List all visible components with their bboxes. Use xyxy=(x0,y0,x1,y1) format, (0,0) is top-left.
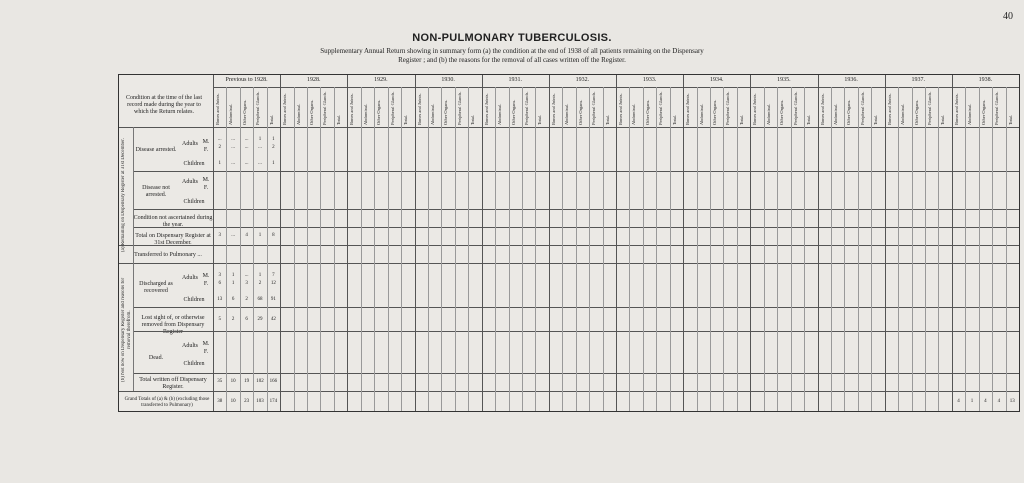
column-header: Peripheral Glands. xyxy=(994,91,1000,125)
label-discharged: Discharged as recovered xyxy=(139,281,173,294)
year-divider xyxy=(280,75,281,411)
year-header: 1931. xyxy=(508,77,522,83)
table-cell: ... xyxy=(231,137,235,142)
column-header: Peripheral Glands. xyxy=(322,91,328,125)
year-header: 1936. xyxy=(844,77,858,83)
column-divider xyxy=(240,87,241,411)
column-divider xyxy=(307,87,308,411)
column-header: Other Organs. xyxy=(846,99,852,125)
label-children-4: Children xyxy=(183,361,205,367)
grand-total-cell: 1 xyxy=(970,399,974,404)
table-cell: 1 xyxy=(231,273,235,278)
table-cell: 19 xyxy=(244,379,250,384)
column-header: Total. xyxy=(470,114,476,125)
column-header: Bones and Joints. xyxy=(483,93,489,125)
column-header: Peripheral Glands. xyxy=(456,91,462,125)
table-cell: ... xyxy=(258,145,262,150)
table-cell: 6 xyxy=(231,297,235,302)
table-cell: 35 xyxy=(217,379,223,384)
column-header: Abdominal. xyxy=(295,103,301,125)
column-divider xyxy=(441,87,442,411)
table-cell: ... xyxy=(231,233,235,238)
subtitle-line-2: Register ; and (b) the reasons for the removal of all cases written off the Register. xyxy=(398,56,626,64)
column-divider xyxy=(522,87,523,411)
label-adults-3: Adults xyxy=(181,275,198,281)
table-cell: 3 xyxy=(218,273,221,278)
table-cell: 12 xyxy=(270,281,276,286)
table-cell: 2 xyxy=(272,145,275,150)
column-header: Other Organs. xyxy=(376,99,382,125)
table-cell: ... xyxy=(231,145,235,150)
table-cell: 1 xyxy=(258,273,262,278)
column-divider xyxy=(670,87,671,411)
label-m-3: M. xyxy=(202,273,210,279)
table-cell: 1 xyxy=(231,281,235,286)
table-cell: 2 xyxy=(245,297,248,302)
label-m-4: M. xyxy=(202,341,210,347)
grand-total-cell: 38 xyxy=(217,399,223,404)
column-header: Abdominal. xyxy=(967,103,973,125)
column-divider xyxy=(401,87,402,411)
table-cell: 7 xyxy=(272,273,275,278)
page-title: NON-PULMONARY TUBERCULOSIS. xyxy=(412,32,612,44)
column-header: Total. xyxy=(335,114,341,125)
column-divider xyxy=(898,87,899,411)
column-divider xyxy=(468,87,469,411)
label-condition-not-ascertained: Condition not ascertained during the year. xyxy=(133,215,213,228)
year-header: 1932. xyxy=(575,77,590,83)
column-header: Peripheral Glands. xyxy=(591,91,597,125)
table-cell: ... xyxy=(217,137,222,142)
grand-total-cell: 174 xyxy=(269,399,278,404)
table-cell: 1 xyxy=(258,137,262,142)
column-header: Bones and Joints. xyxy=(953,93,959,125)
table-cell: ... xyxy=(244,161,249,166)
label-dead: Dead. xyxy=(148,355,164,361)
year-header: 1938. xyxy=(978,77,993,83)
column-header: Total. xyxy=(671,114,677,125)
column-header: Total. xyxy=(268,114,274,125)
return-table xyxy=(118,74,1020,412)
column-header: Peripheral Glands. xyxy=(725,91,731,125)
label-adults-4: Adults xyxy=(181,343,198,349)
column-divider xyxy=(992,87,993,411)
year-divider xyxy=(213,75,214,411)
label-children-3: Children xyxy=(183,297,205,303)
label-m-2: M. xyxy=(202,177,210,183)
year-header: 1929. xyxy=(374,77,388,83)
column-header: Abdominal. xyxy=(429,103,435,125)
column-divider xyxy=(804,87,805,411)
column-divider xyxy=(925,87,926,411)
label-total-written-off: Total written off Dispensary Register. xyxy=(139,377,207,390)
column-divider xyxy=(603,87,604,411)
year-divider xyxy=(482,75,483,411)
label-m-1: M. xyxy=(202,139,210,145)
subtitle-line-1: Supplementary Annual Return showing in summary form (a) the condition at the end of 1938 of all patients remaining on the Dispensary xyxy=(320,47,704,55)
column-header: Other Organs. xyxy=(644,99,650,125)
label-f-4: F. xyxy=(203,349,209,355)
column-divider xyxy=(710,87,711,411)
section-a-label: (a) Remaining on Dispensary Register at 31st December. xyxy=(121,138,126,252)
column-divider xyxy=(361,87,362,411)
year-header: 1930. xyxy=(441,77,455,83)
year-divider xyxy=(415,75,416,411)
label-disease-arrested: Disease arrested. xyxy=(135,147,177,153)
column-divider xyxy=(643,87,644,411)
column-header: Other Organs. xyxy=(712,99,718,125)
label-f-1: F. xyxy=(203,147,209,153)
column-header: Bones and Joints. xyxy=(886,93,892,125)
column-divider xyxy=(535,87,536,411)
column-divider xyxy=(912,87,913,411)
table-cell: 2 xyxy=(258,281,262,286)
label-f-2: F. xyxy=(203,185,209,191)
label-total-on-register: Total on Dispensary Register at 31st December. xyxy=(135,233,211,246)
section-b-label: (b) Not now on Dispensary Register and reasons for removal therefrom. xyxy=(121,277,132,383)
column-divider xyxy=(455,87,456,411)
column-divider xyxy=(791,87,792,411)
year-divider xyxy=(616,75,617,411)
table-cell: 102 xyxy=(256,379,264,384)
column-divider xyxy=(334,87,335,411)
label-adults-2: Adults xyxy=(181,179,198,185)
table-cell: 3 xyxy=(245,281,248,286)
table-cell: 6 xyxy=(245,317,248,322)
column-header: Total. xyxy=(738,114,744,125)
table-cell: 2 xyxy=(231,317,235,322)
column-header: Peripheral Glands. xyxy=(389,91,395,125)
column-divider xyxy=(388,87,389,411)
column-divider xyxy=(777,87,778,411)
column-divider xyxy=(737,87,738,411)
table-cell: 29 xyxy=(257,317,263,322)
column-header: Bones and Joints. xyxy=(282,93,288,125)
label-children-1: Children xyxy=(183,161,205,167)
table-cell: 91 xyxy=(270,297,276,302)
column-header: Total. xyxy=(1007,114,1013,125)
column-header: Bones and Joints. xyxy=(349,93,355,125)
table-cell: 2 xyxy=(218,145,221,150)
label-disease-not-arrested: Disease not arrested. xyxy=(142,185,170,198)
table-cell: ... xyxy=(231,161,235,166)
column-divider xyxy=(576,87,577,411)
column-divider xyxy=(495,87,496,411)
column-header: Total. xyxy=(537,114,543,125)
column-header: Peripheral Glands. xyxy=(658,91,664,125)
table-cell: 1 xyxy=(218,161,221,166)
column-divider xyxy=(374,87,375,411)
year-divider xyxy=(549,75,550,411)
column-header: Other Organs. xyxy=(779,99,785,125)
column-divider xyxy=(320,87,321,411)
table-cell: 166 xyxy=(269,379,278,384)
year-divider xyxy=(683,75,684,411)
column-header: Peripheral Glands. xyxy=(859,91,865,125)
label-lost-sight: Lost sight of, or otherwise removed from Dispensary Register xyxy=(141,315,205,335)
year-divider xyxy=(885,75,886,411)
table-cell: 8 xyxy=(272,233,275,238)
year-header: Previous to 1928. xyxy=(225,77,268,83)
column-header: Peripheral Glands. xyxy=(255,91,261,125)
column-header: Bones and Joints. xyxy=(618,93,623,125)
column-divider xyxy=(965,87,966,411)
grand-total-cell: 103 xyxy=(256,399,264,404)
column-divider xyxy=(509,87,510,411)
year-header: 1933. xyxy=(642,77,657,83)
column-header: Total. xyxy=(873,114,879,125)
year-divider xyxy=(952,75,953,411)
grand-total-cell: 10 xyxy=(230,399,236,404)
table-cell: 1 xyxy=(258,233,262,238)
column-divider xyxy=(871,87,872,411)
column-divider xyxy=(979,87,980,411)
table-cell: 4 xyxy=(245,233,248,238)
label-grand-totals: Grand Totals of (a) & (b) (excluding those transferred to Pulmonary) xyxy=(124,397,210,408)
column-divider xyxy=(844,87,845,411)
column-header: Total. xyxy=(604,114,610,125)
table-cell: ... xyxy=(244,137,249,142)
column-divider xyxy=(656,87,657,411)
column-divider xyxy=(589,87,590,411)
table-cell: 1 xyxy=(272,161,275,166)
column-divider xyxy=(629,87,630,411)
column-divider xyxy=(253,87,254,411)
column-header: Other Organs. xyxy=(443,99,449,125)
column-header: Peripheral Glands. xyxy=(523,91,529,125)
column-divider xyxy=(267,87,268,411)
column-header: Total. xyxy=(940,114,946,125)
grand-total-cell: 23 xyxy=(244,399,250,404)
column-divider xyxy=(562,87,563,411)
column-divider xyxy=(723,87,724,411)
column-divider xyxy=(831,87,832,411)
column-header: Abdominal. xyxy=(832,103,838,125)
column-header: Abdominal. xyxy=(765,103,771,125)
year-divider xyxy=(347,75,348,411)
table-cell: 68 xyxy=(257,297,263,302)
column-header: Bones and Joints. xyxy=(215,93,220,125)
table-cell: 3 xyxy=(218,233,221,238)
year-header: 1934. xyxy=(709,77,724,83)
column-header: Other Organs. xyxy=(577,99,583,125)
grand-total-cell: 4 xyxy=(997,399,1001,404)
column-header: Other Organs. xyxy=(913,99,919,125)
column-divider xyxy=(226,87,227,411)
column-header: Total. xyxy=(403,114,409,125)
column-header: Peripheral Glands. xyxy=(926,91,932,125)
column-header: Other Organs. xyxy=(241,99,247,125)
grand-total-cell: 4 xyxy=(957,399,960,404)
column-header: Bones and Joints. xyxy=(752,93,758,125)
column-header: Peripheral Glands. xyxy=(792,91,798,125)
column-header: Total. xyxy=(806,114,812,125)
label-transferred: Transferred to Pulmonary ... xyxy=(134,252,202,258)
table-cell: ... xyxy=(244,145,249,150)
table-cell: 5 xyxy=(218,317,221,322)
column-header: Abdominal. xyxy=(362,103,368,125)
column-header: Other Organs. xyxy=(309,99,315,125)
column-header: Bones and Joints. xyxy=(685,93,691,125)
table-cell: 10 xyxy=(230,379,236,384)
column-header: Other Organs. xyxy=(510,99,516,125)
label-adults-1: Adults xyxy=(181,141,198,147)
table-cell: 6 xyxy=(218,281,221,286)
column-header: Abdominal. xyxy=(631,103,637,125)
table-cell: 13 xyxy=(217,297,223,302)
column-header: Abdominal. xyxy=(698,103,704,125)
label-f-3: F. xyxy=(203,281,209,287)
column-header: Abdominal. xyxy=(228,103,234,125)
column-header: Bones and Joints. xyxy=(416,93,422,125)
subtitle xyxy=(0,47,1024,65)
column-header: Bones and Joints. xyxy=(819,93,825,125)
year-header: 1937. xyxy=(911,77,925,83)
label-children-2: Children xyxy=(183,199,205,205)
column-divider xyxy=(428,87,429,411)
table-cell: ... xyxy=(258,161,262,166)
column-divider xyxy=(294,87,295,411)
year-header: 1935. xyxy=(777,77,791,83)
column-header: Abdominal. xyxy=(900,103,906,125)
column-divider xyxy=(764,87,765,411)
condition-header: Condition at the time of the last record made during the year to which the Return relates. xyxy=(126,95,202,115)
column-header: Other Organs. xyxy=(980,99,986,125)
column-divider xyxy=(938,87,939,411)
table-cell: 1 xyxy=(272,137,275,142)
table-cell: ... xyxy=(244,273,249,278)
column-header: Abdominal. xyxy=(497,103,503,125)
column-divider xyxy=(1006,87,1007,411)
column-header: Abdominal. xyxy=(564,103,570,125)
column-divider xyxy=(858,87,859,411)
grand-total-cell: 4 xyxy=(984,399,987,404)
table-cell: 42 xyxy=(270,317,276,322)
year-divider xyxy=(818,75,819,411)
year-divider xyxy=(750,75,751,411)
column-header: Bones and Joints. xyxy=(550,93,556,125)
page-number: 40 xyxy=(1003,11,1013,22)
grand-total-cell: 13 xyxy=(1009,399,1015,404)
column-divider xyxy=(697,87,698,411)
year-header: 1928. xyxy=(306,77,321,83)
